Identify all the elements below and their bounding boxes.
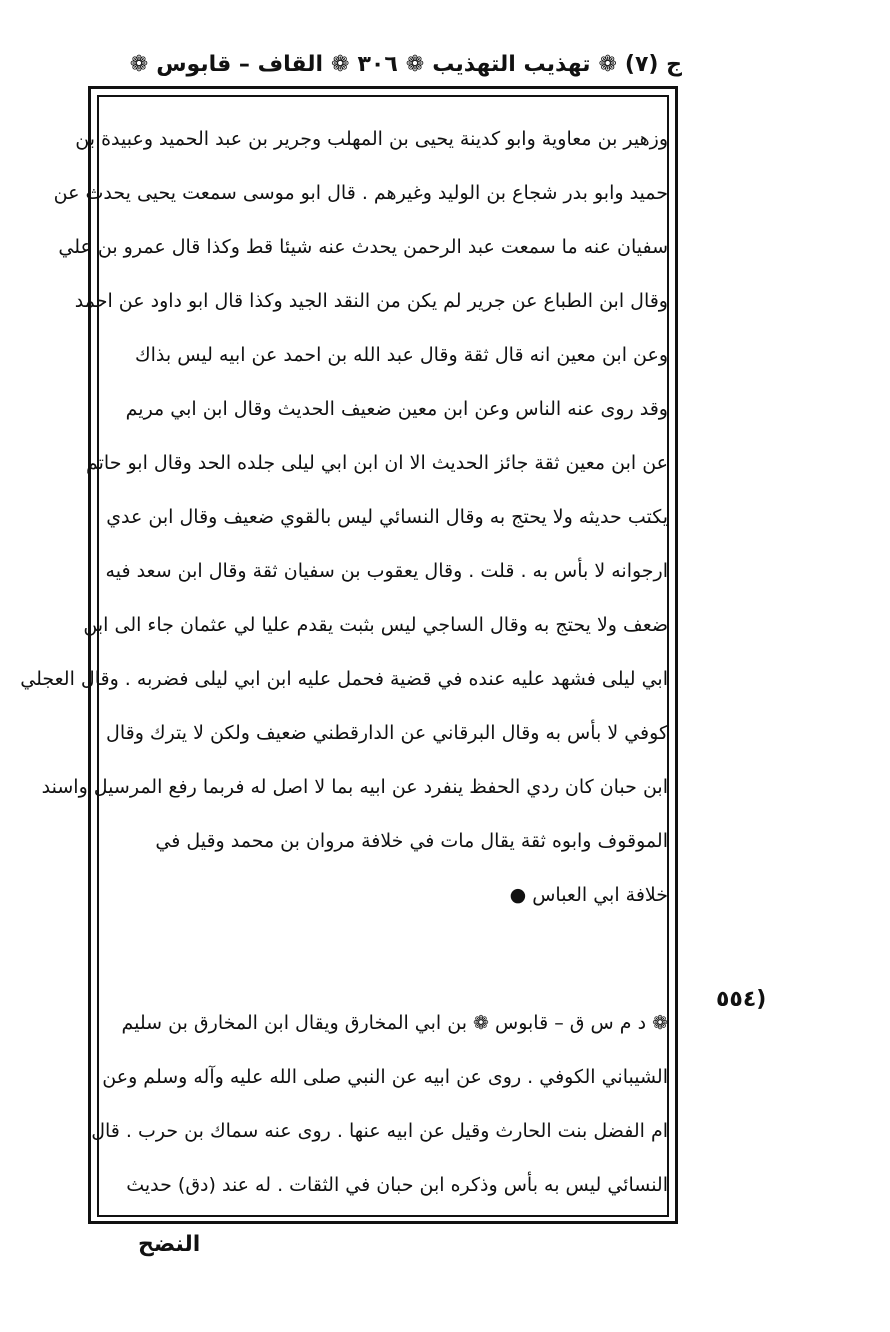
ornament-icon: ❁ xyxy=(598,51,617,77)
text-line: ضعف ولا يحتج به وقال الساجي ليس بثبت يقدم عليا لي عثمان جاء الى ابن xyxy=(83,614,668,636)
entry-line: النسائي ليس به بأس وذكره ابن حبان في الثقات . له عند (دق) حديث xyxy=(126,1174,668,1196)
entry-text xyxy=(91,996,668,1212)
ornament-icon: ❁ xyxy=(129,51,149,77)
text-line: وقد روى عنه الناس وعن ابن معين ضعيف الحديث وقال ابن ابي مريم xyxy=(125,398,668,420)
page-number: ٣٠٦ xyxy=(357,51,398,77)
text-line: يكتب حديثه ولا يحتج به وقال النسائي ليس بالقوي ضعيف وقال ابن عدي xyxy=(106,506,668,528)
entry-line: ❁ د م س ق – قابوس ❁ بن ابي المخارق ويقال ابن المخارق بن سليم xyxy=(121,1012,668,1034)
section-title: القاف – قابوس xyxy=(156,51,324,77)
text-line: ابي ليلى فشهد عليه عنده في قضية فحمل عليه ابن ابي ليلى فضربه . وقال العجلي xyxy=(20,668,668,690)
text-line: خلافة ابي العباس ● xyxy=(509,884,668,906)
text-line: سفيان عنه ما سمعت عبد الرحمن يحدث عنه شيئا قط وكذا قال عمرو بن علي xyxy=(58,236,668,258)
text-line: وعن ابن معين انه قال ثقة وقال عبد الله بن احمد عن ابيه ليس بذاك xyxy=(134,344,668,366)
catchword: النضح xyxy=(138,1232,201,1257)
entry-line: ام الفضل بنت الحارث وقيل عن ابيه عنها . روى عنه سماك بن حرب . قال xyxy=(91,1120,668,1142)
text-line: عن ابن معين ثقة جائز الحديث الا ان ابن ابي ليلى جلده الحد وقال ابو حاتم xyxy=(85,452,668,474)
text-line: كوفي لا بأس به وقال البرقاني عن الدارقطني ضعيف ولكن لا يترك وقال xyxy=(106,722,668,744)
ornament-icon: ❁ xyxy=(331,51,350,77)
entry-number: (٥٥٤ xyxy=(716,987,767,1012)
text-line: حميد وابو بدر شجاع بن الوليد وغيرهم . قال ابو موسى سمعت يحيى يحدث عن xyxy=(53,182,668,204)
ornament-icon: ❁ xyxy=(405,51,425,77)
text-line: وزهير بن معاوية وابو كدينة يحيى بن المهلب وجرير بن عبد الحميد وعبيدة بن xyxy=(75,128,668,150)
entry-line: الشيباني الكوفي . روى عن ابيه عن النبي صلى الله عليه وآله وسلم وعن xyxy=(102,1066,668,1088)
body-text xyxy=(20,112,668,922)
book-title: تهذيب التهذيب xyxy=(432,51,591,77)
text-line: ارجوانه لا بأس به . قلت . وقال يعقوب بن سفيان ثقة وقال ابن سعد فيه xyxy=(105,560,668,582)
volume-label: ج (٧) xyxy=(624,51,682,77)
text-line: ابن حبان كان ردي الحفظ ينفرد عن ابيه بما لا اصل له فربما رفع المرسيل واسند xyxy=(41,776,668,798)
text-line: الموقوف وابوه ثقة يقال مات في خلافة مروان بن محمد وقيل في xyxy=(155,830,668,852)
text-line: وقال ابن الطباع عن جرير لم يكن من النقد الجيد وكذا قال ابو داود عن احمد xyxy=(74,290,668,312)
running-header xyxy=(82,42,682,86)
